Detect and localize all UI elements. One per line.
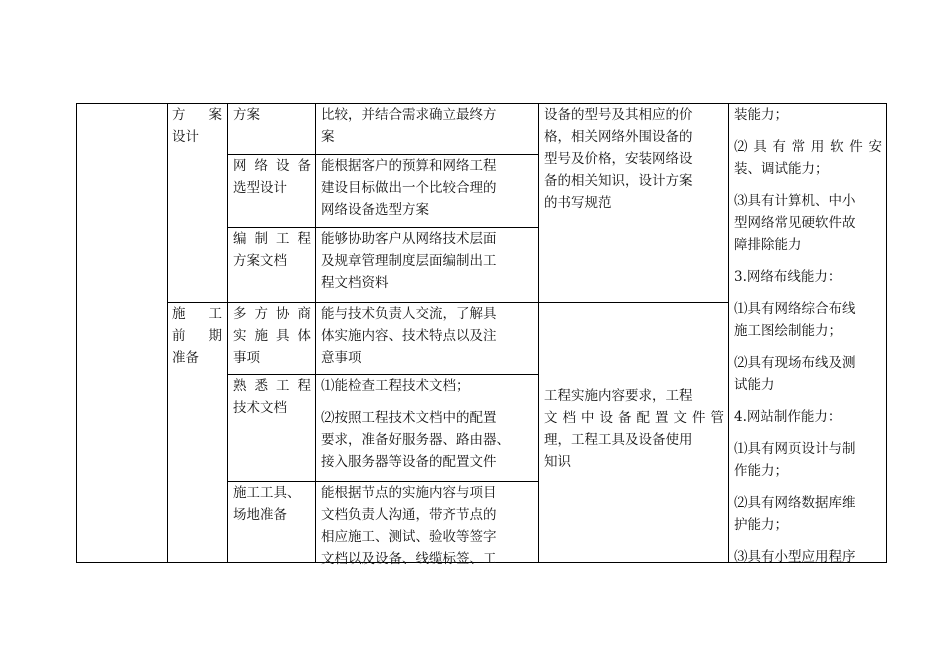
- requirement-line: 4.网站制作能力：: [734, 409, 842, 425]
- stage-label-line: 方 案: [172, 107, 222, 123]
- knowledge-line: 设备的型号及其相应的价: [544, 107, 693, 123]
- ability-line: 相应施工、测试、验收等签字: [321, 529, 497, 545]
- knowledge-line: 文 档 中 设 备 配 置 文 件 管: [544, 410, 724, 426]
- task-label-line: 方案: [233, 107, 260, 123]
- requirement-line: ⑵具有网络数据库维: [734, 495, 856, 511]
- knowledge-line: 的书写规范: [544, 195, 612, 211]
- knowledge-line: 备的相关知识，设计方案: [544, 173, 693, 189]
- requirement-line: 3.网络布线能力：: [734, 269, 842, 285]
- task-cell: [233, 155, 311, 199]
- requirement-line: 装能力；: [734, 107, 788, 123]
- task-label-line: 方案文档: [233, 253, 287, 269]
- knowledge-line: 工程实施内容要求，工程: [544, 388, 693, 404]
- requirement-line: ⑵ 具 有 常 用 软 件 安: [734, 139, 882, 155]
- knowledge-cell: [544, 385, 724, 473]
- ability-line: 建设目标做出一个比较合理的: [321, 180, 497, 196]
- ability-line: 文档负责人沟通，带齐节点的: [321, 507, 497, 523]
- table-right-border: [886, 103, 887, 563]
- stage-label-line: 设计: [172, 129, 199, 145]
- stage-cell-scheme-design: [172, 104, 222, 148]
- ability-cell: [321, 482, 533, 570]
- task-cell: [233, 482, 311, 526]
- knowledge-cell: [544, 104, 724, 214]
- requirement-line: ⑶具有小型应用程序: [734, 549, 856, 565]
- requirement-line: ⑶具有计算机、中小: [734, 193, 856, 209]
- col-divider-3: [315, 103, 316, 563]
- task-cell: [233, 228, 311, 272]
- task-label-line: 事项: [233, 350, 260, 366]
- ability-line: 文档以及设备、线缆标签、工: [321, 551, 497, 567]
- requirements-cell: [734, 104, 882, 568]
- task-label-line: 选型设计: [233, 180, 287, 196]
- ability-cell: [321, 303, 533, 369]
- ability-line: ⑵按照工程技术文档中的配置: [321, 410, 497, 426]
- task-cell: [233, 104, 311, 126]
- ability-line: 接入服务器等设备的配置文件: [321, 454, 497, 470]
- col-divider-5: [728, 103, 729, 563]
- requirement-line: 型网络常见硬软件故: [734, 215, 856, 231]
- knowledge-line: 知识: [544, 454, 571, 470]
- ability-cell: [321, 375, 533, 473]
- task-label-line: 多 方 协 商: [233, 306, 311, 322]
- requirement-line: ⑴具有网页设计与制: [734, 441, 856, 457]
- ability-cell: [321, 155, 533, 221]
- requirement-line: ⑴具有网络综合布线: [734, 301, 856, 317]
- stage-cell-construction-prep: [172, 303, 222, 369]
- col-divider-4: [538, 103, 539, 563]
- requirement-line: ⑵具有现场布线及测: [734, 355, 856, 371]
- requirement-line: 装、调试能力；: [734, 161, 829, 177]
- ability-line: 及规章管理制度层面编制出工: [321, 253, 497, 269]
- task-label-line: 施工工具、: [233, 485, 301, 501]
- ability-line: 能根据客户的预算和网络工程: [321, 158, 497, 174]
- col-divider-1: [167, 103, 168, 563]
- stage-label-line: 施 工: [172, 306, 222, 322]
- ability-line: 案: [321, 129, 335, 145]
- task-label-line: 实 施 具 体: [233, 328, 311, 344]
- ability-line: 网络设备选型方案: [321, 202, 429, 218]
- ability-line: 意事项: [321, 350, 362, 366]
- requirement-line: 作能力；: [734, 463, 788, 479]
- requirement-line: 试能力: [734, 377, 775, 393]
- task-cell: [233, 303, 311, 369]
- ability-line: 能与技术负责人交流，了解具: [321, 306, 497, 322]
- ability-line: 程文档资料: [321, 275, 389, 291]
- knowledge-line: 型号及价格，安装网络设: [544, 151, 693, 167]
- task-label-line: 网 络 设 备: [233, 158, 311, 174]
- requirement-line: 障排除能力: [734, 237, 802, 253]
- ability-line: 能够协助客户从网络技术层面: [321, 231, 497, 247]
- ability-line: 比较，并结合需求确立最终方: [321, 107, 497, 123]
- col-divider-2: [227, 103, 228, 563]
- ability-line: ⑴能检查工程技术文档；: [321, 378, 470, 394]
- table-left-border: [76, 103, 77, 563]
- task-cell: [233, 375, 311, 419]
- knowledge-line: 格，相关网络外围设备的: [544, 129, 693, 145]
- ability-line: 要求，准备好服务器、路由器、: [321, 432, 510, 448]
- stage-label-line: 前 期: [172, 328, 222, 344]
- task-label-line: 编 制 工 程: [233, 231, 311, 247]
- ability-line: 能根据节点的实施内容与项目: [321, 485, 497, 501]
- requirement-line: 护能力；: [734, 517, 788, 533]
- knowledge-line: 理，工程工具及设备使用: [544, 432, 693, 448]
- ability-cell: [321, 104, 533, 148]
- ability-line: 体实施内容、技术特点以及注: [321, 328, 497, 344]
- stage-label-line: 准备: [172, 350, 199, 366]
- task-label-line: 技术文档: [233, 400, 287, 416]
- task-label-line: 熟 悉 工 程: [233, 378, 311, 394]
- requirement-line: 施工图绘制能力；: [734, 323, 842, 339]
- ability-cell: [321, 228, 533, 294]
- task-label-line: 场地准备: [233, 507, 287, 523]
